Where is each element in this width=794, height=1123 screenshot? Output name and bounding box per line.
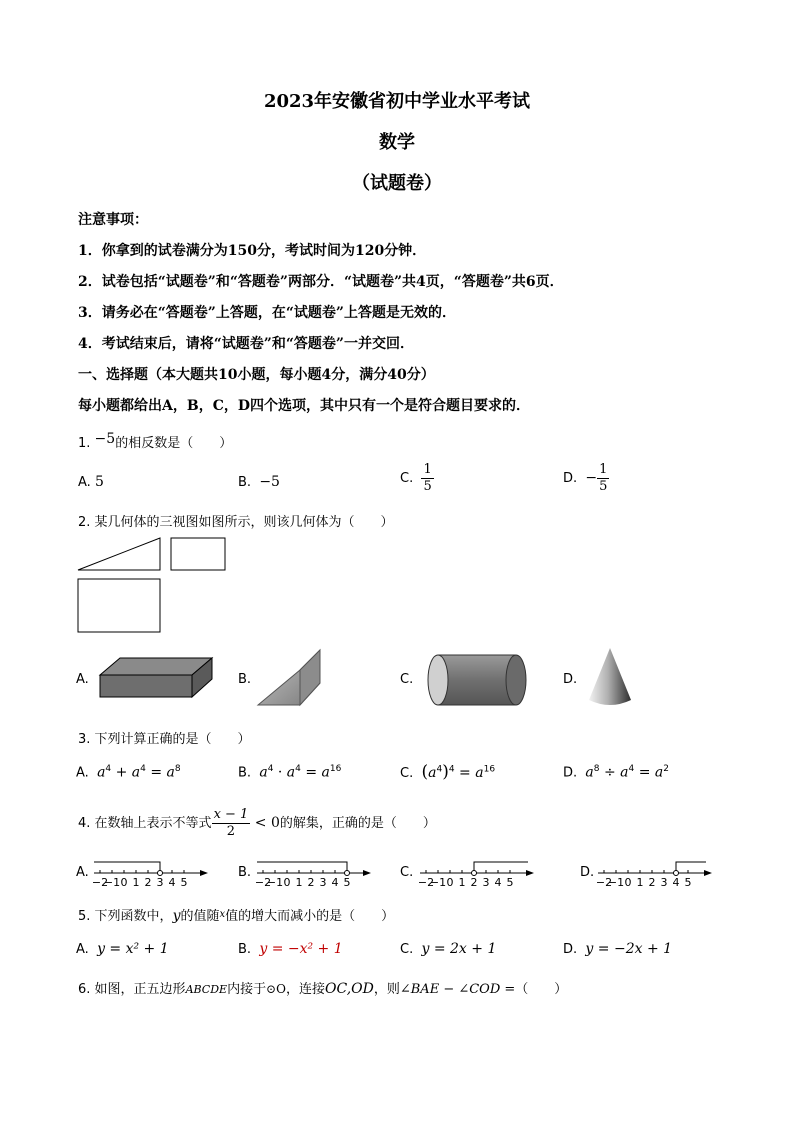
term: a	[131, 764, 141, 781]
open-circle	[158, 871, 163, 876]
tick-label: −2	[254, 876, 272, 889]
option-label: A.	[76, 942, 89, 957]
solution-bracket	[676, 862, 706, 873]
tick-label: 4	[672, 876, 680, 889]
tick-label: 4	[494, 876, 502, 889]
tick-label: −1	[266, 876, 284, 889]
solution-bracket	[474, 862, 528, 873]
q5-option-c[interactable]	[400, 941, 496, 957]
q1-expression: −5	[94, 431, 116, 447]
q6-text: 内接于	[227, 982, 267, 997]
section-instruction: 每小题都给出A，B，C，D四个选项，其中只有一个是符合题目要求的．	[78, 398, 530, 414]
exponent: 8	[593, 764, 600, 774]
operator: =	[145, 764, 167, 781]
term: a	[286, 764, 296, 781]
question-6	[78, 978, 567, 997]
option-label: B.	[238, 475, 252, 490]
option-label: C.	[400, 672, 414, 687]
tick-label: 2	[144, 876, 152, 889]
option-label: A.	[76, 865, 89, 880]
fraction: $\frac{1}{5}$	[599, 462, 608, 494]
segments: OC,OD	[325, 981, 374, 997]
tick-label: 1	[295, 876, 303, 889]
q6-text: 如图，正五边形	[94, 982, 186, 997]
open-circle	[472, 871, 477, 876]
q5-option-a[interactable]	[76, 941, 169, 957]
exponent: 4	[267, 764, 274, 774]
tick-label: 2	[307, 876, 315, 889]
operator: ·	[273, 764, 287, 781]
q1-text: 的相反数是（ ）	[115, 436, 233, 451]
tick-label: 3	[156, 876, 164, 889]
angle-expression: ∠BAE − ∠COD =	[399, 982, 516, 997]
exponent: 16	[329, 764, 342, 774]
operator: =	[634, 764, 655, 781]
question-number: 5.	[78, 909, 91, 924]
note-item-4: 4．考试结束后，请将“试题卷”和“答题卷”一并交回．	[78, 336, 414, 352]
tick-label: 3	[482, 876, 490, 889]
question-number: 4.	[78, 816, 91, 831]
axis-arrow	[704, 870, 712, 876]
option-label: D.	[563, 672, 578, 687]
notes-heading: 注意事项：	[78, 212, 148, 228]
tick-label: −1	[103, 876, 121, 889]
note-item-3: 3．请务必在“答题卷”上答题，在“试题卷”上答题是无效的．	[78, 305, 456, 321]
axis-arrow	[200, 870, 208, 876]
minus-sign: −	[585, 470, 598, 486]
term: a	[97, 764, 106, 781]
term: a	[475, 765, 484, 781]
exponent: 16	[483, 764, 496, 775]
var-y: y	[172, 908, 181, 924]
solution-bracket	[257, 862, 347, 873]
exam-title: 2023年安徽省初中学业水平考试	[263, 91, 531, 112]
tick-label: −1	[429, 876, 447, 889]
inequality-fraction: $\frac{x - 1}{2}$	[213, 807, 249, 839]
tick-label: 1	[636, 876, 644, 889]
tick-label: 3	[660, 876, 668, 889]
section-title: 一、选择题（本大题共10小题，每小题4分，满分40分）	[78, 367, 435, 383]
q3-text: 下列计算正确的是（ ）	[94, 732, 251, 747]
option-label: B.	[238, 672, 252, 687]
tick-label: 0	[283, 876, 291, 889]
option-label: D.	[563, 471, 578, 486]
question-number: 1.	[78, 436, 91, 451]
inequality-sign: < 0	[250, 815, 280, 831]
tick-label: −1	[607, 876, 625, 889]
var-x: x	[219, 909, 226, 920]
term: a	[166, 764, 175, 781]
tick-label: 0	[446, 876, 454, 889]
operator: ÷	[599, 764, 621, 781]
q4-text: 在数轴上表示不等式	[94, 816, 212, 831]
open-circle	[674, 871, 679, 876]
option-label: C.	[400, 471, 414, 486]
q6-text: （ ）	[515, 982, 568, 997]
q2-text: 某几何体的三视图如图所示，则该几何体为（ ）	[94, 515, 394, 530]
operator: =	[454, 765, 476, 781]
option-expression: y = 2x + 1	[421, 941, 497, 957]
exponent: 4	[295, 764, 301, 774]
option-expression: y = −2x + 1	[585, 941, 673, 957]
term: a	[654, 764, 664, 781]
option-label: D.	[580, 865, 595, 880]
option-label: A.	[76, 765, 89, 781]
option-label: C.	[400, 766, 414, 781]
tick-label: 4	[331, 876, 339, 889]
option-label: B.	[238, 765, 252, 781]
question-number: 2.	[78, 515, 91, 530]
operator: +	[111, 764, 132, 781]
note-item-2: 2．试卷包括“试题卷”和“答题卷”两部分．“试题卷”共4页，“答题卷”共6页．	[78, 274, 564, 290]
tick-label: 5	[506, 876, 514, 889]
tick-label: 1	[132, 876, 140, 889]
tick-label: 3	[319, 876, 327, 889]
open-circle	[345, 871, 350, 876]
paren: )	[442, 762, 449, 782]
axis-arrow	[526, 870, 534, 876]
circle-name: ⊙O	[266, 982, 286, 996]
number-line-d	[596, 862, 712, 889]
operator: =	[300, 764, 322, 781]
exponent: 8	[174, 764, 181, 774]
term: a	[321, 764, 330, 781]
option-label: C.	[400, 942, 414, 957]
tick-label: −2	[91, 876, 109, 889]
fraction: $\frac{1}{5}$	[423, 462, 432, 494]
tick-label: −2	[595, 876, 613, 889]
number-line-a	[92, 862, 208, 889]
option-label: C.	[400, 865, 414, 880]
exam-subject: 数学	[379, 132, 415, 153]
exponent: 4	[436, 764, 443, 775]
option-label: B.	[238, 865, 252, 880]
option-value: −5	[259, 474, 280, 490]
q6-text: ，则	[373, 982, 400, 997]
tick-label: 2	[470, 876, 478, 889]
note-item-1: 1．你拿到的试卷满分为150分，考试时间为120分钟．	[78, 243, 427, 259]
paren: (	[421, 762, 429, 782]
tick-label: 5	[343, 876, 351, 889]
tick-label: 5	[180, 876, 188, 889]
q5-option-d[interactable]	[563, 941, 672, 957]
term: a	[428, 765, 437, 781]
tick-label: 0	[120, 876, 128, 889]
number-line-c	[418, 862, 534, 889]
pentagon-name: ABCDE	[185, 983, 228, 996]
option-label: D.	[563, 765, 578, 781]
q5-text: 下列函数中，	[94, 909, 173, 924]
q5-option-b[interactable]	[238, 941, 343, 957]
option-label: D.	[563, 942, 578, 957]
number-line-b	[255, 862, 371, 889]
option-value: 5	[94, 474, 104, 490]
question-number: 3.	[78, 732, 91, 747]
exponent: 4	[140, 764, 146, 774]
term: a	[259, 764, 268, 781]
q5-text: 的值随	[180, 909, 220, 924]
axis-arrow	[363, 870, 371, 876]
term: a	[620, 764, 629, 781]
option-expression: y = x² + 1	[97, 941, 169, 957]
paper-type: （试题卷）	[352, 173, 442, 194]
tick-label: 5	[684, 876, 692, 889]
option-label: A.	[78, 475, 91, 490]
option-label: A.	[76, 672, 89, 687]
tick-label: 2	[648, 876, 656, 889]
q4-text: 的解集，正确的是（ ）	[279, 816, 436, 831]
exponent: 4	[628, 764, 635, 774]
exponent: 4	[105, 764, 112, 774]
tick-label: 0	[624, 876, 632, 889]
exponent: 2	[663, 764, 669, 774]
solution-bracket	[94, 862, 160, 873]
term: a	[585, 764, 594, 781]
question-5	[78, 905, 394, 924]
q6-text: ，连接	[285, 982, 325, 997]
tick-label: −2	[417, 876, 435, 889]
q5-text: 值的增大而减小的是（ ）	[225, 909, 395, 924]
tick-label: 4	[168, 876, 176, 889]
option-expression: y = −x² + 1	[259, 941, 343, 957]
question-number: 6.	[78, 982, 91, 997]
option-label: B.	[238, 942, 252, 957]
exponent: 4	[448, 764, 455, 775]
tick-label: 1	[458, 876, 466, 889]
